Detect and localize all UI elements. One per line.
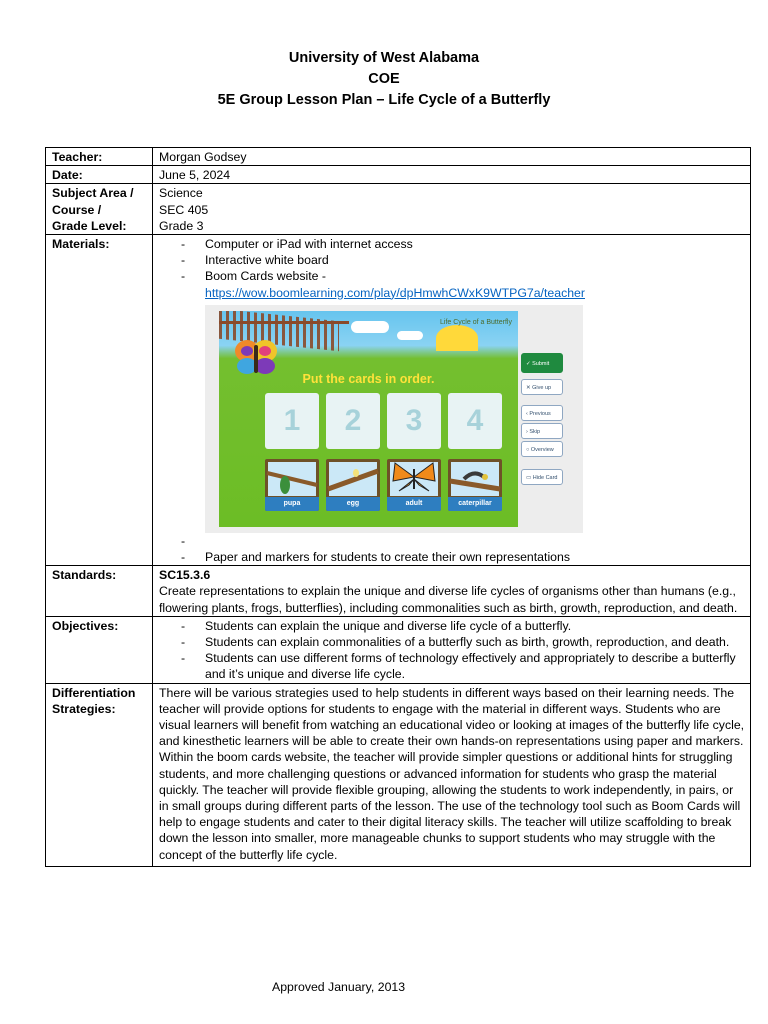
course-value: SEC 405 xyxy=(159,202,209,217)
date-row xyxy=(46,166,751,184)
egg-icon xyxy=(326,459,380,497)
game-title: Life Cycle of a Butterfly xyxy=(440,318,512,326)
materials-item: - Boom Cards website - xyxy=(159,268,746,284)
card-slot[interactable]: 3 xyxy=(387,393,441,449)
subject-value xyxy=(153,184,751,235)
give-up-button[interactable]: ✕ Give up xyxy=(521,379,563,395)
chrysalis-icon xyxy=(265,459,319,497)
overview-button-label: Overview xyxy=(530,446,554,453)
hide-card-button[interactable]: ▭ Hide Card xyxy=(521,469,563,485)
subject-label-line: Subject Area / xyxy=(52,186,134,201)
materials-empty-item xyxy=(159,533,746,549)
objectives-row xyxy=(46,616,751,683)
subject-label xyxy=(46,184,153,235)
differentiation-text: There will be various strategies used to help students in different ways based on their learning needs. The teacher will provide options for students to engage with the material in different ways. Students who are visual learners will benefit from watching an educational video or looking at images of the butterfly life cycle, and kinesthetic learners will be able to create their own hands-on representations using paper and markers. Within the boom cards website, the teacher will provide simpler questions or additional hints for struggling students, and more challenging questions or advanced information for students who grasp the material quickly. The teacher will provide flexible grouping, allowing the students to work independently, in pairs, or in small groups during different parts of the lesson. The use of the technology tool such as Boom Cards will help to engage students and cater to their digital literacy skills. The teacher will utilize scaffolding to break down the lesson into smaller, more manageable chunks to support students who may struggle with the concept of the butterfly life cycle. xyxy=(153,683,751,866)
card-caption: adult xyxy=(387,497,441,511)
objectives-value xyxy=(153,616,751,683)
subject-area-value: Science xyxy=(159,186,203,201)
objective-item: - Students can explain the unique and diverse life cycle of a butterfly. xyxy=(159,618,746,634)
teacher-row xyxy=(46,148,751,166)
grade-label-line: Grade Level: xyxy=(52,218,127,233)
submit-button[interactable]: ✓ Submit xyxy=(521,353,563,373)
materials-item: - Computer or iPad with internet access xyxy=(159,236,746,252)
materials-label: Materials: xyxy=(46,235,153,566)
materials-item: - Paper and markers for students to create their own representations xyxy=(159,549,746,565)
document-header xyxy=(0,48,768,111)
materials-row xyxy=(46,235,751,566)
standard-text: Create representations to explain the unique and diverse life cycles of organisms other than humans (e.g., flowering plants, frogs, butterflies), including commonalities such as birth, growth, reproduction, and death. xyxy=(159,584,738,615)
previous-button-label: Previous xyxy=(529,410,551,417)
card-caption: caterpillar xyxy=(448,497,502,511)
card-caption: pupa xyxy=(265,497,319,511)
subject-row xyxy=(46,184,751,235)
previous-button[interactable]: ‹ Previous xyxy=(521,405,563,421)
card-slot[interactable]: 1 xyxy=(265,393,319,449)
materials-item: - Interactive white board xyxy=(159,252,746,268)
teacher-label: Teacher: xyxy=(46,148,153,166)
course-label-line: Course / xyxy=(52,202,102,217)
lesson-plan-title: 5E Group Lesson Plan – Life Cycle of a Butterfly xyxy=(217,92,551,108)
life-cycle-card-caterpillar[interactable] xyxy=(448,459,502,511)
standards-label: Standards: xyxy=(46,566,153,617)
standard-code: SC15.3.6 xyxy=(159,568,211,583)
caterpillar-icon xyxy=(448,459,502,497)
overview-button[interactable]: ○ Overview xyxy=(521,441,563,457)
grade-level-value: Grade 3 xyxy=(159,218,204,233)
objective-item: - Students can explain commonalities of a butterfly such as birth, growth, reproduction, and death. xyxy=(159,634,746,650)
life-cycle-card-egg[interactable] xyxy=(326,459,380,511)
hide-card-button-label: Hide Card xyxy=(532,474,558,481)
skip-button-label: Skip xyxy=(529,428,541,435)
date-label: Date: xyxy=(46,166,153,184)
approval-footer: Approved January, 2013 xyxy=(272,980,406,994)
differentiation-label-line: Differentiation xyxy=(52,685,136,700)
materials-value xyxy=(153,235,751,566)
objectives-label: Objectives: xyxy=(46,616,153,683)
skip-button[interactable]: › Skip xyxy=(521,423,563,439)
boom-cards-screenshot xyxy=(205,305,583,533)
life-cycle-card-pupa[interactable] xyxy=(265,459,319,511)
college-name: COE xyxy=(368,71,400,87)
game-instruction: Put the cards in order. xyxy=(302,371,435,386)
objective-item: - Students can use different forms of technology effectively and appropriately to describe a butterfly and it’s unique and diverse life cycle. xyxy=(159,650,746,682)
standards-value xyxy=(153,566,751,617)
date-value: June 5, 2024 xyxy=(153,166,751,184)
give-up-button-label: Give up xyxy=(532,384,552,391)
submit-button-label: Submit xyxy=(532,360,550,367)
boom-cards-link[interactable]: https://wow.boomlearning.com/play/dpHmwhCWxK9WTPG7a/teacher xyxy=(205,285,585,300)
card-caption: egg xyxy=(326,497,380,511)
differentiation-row xyxy=(46,683,751,866)
strategies-label-line: Strategies: xyxy=(52,701,116,716)
game-board xyxy=(219,311,518,527)
card-slot[interactable]: 2 xyxy=(326,393,380,449)
university-name: University of West Alabama xyxy=(288,50,480,66)
life-cycle-card-adult[interactable] xyxy=(387,459,441,511)
teacher-value: Morgan Godsey xyxy=(153,148,751,166)
standards-row xyxy=(46,566,751,617)
differentiation-label xyxy=(46,683,153,866)
cloud xyxy=(397,331,423,340)
card-slot[interactable]: 4 xyxy=(448,393,502,449)
lesson-plan-table xyxy=(45,147,751,867)
butterfly-icon xyxy=(387,459,441,497)
cloud xyxy=(351,321,389,333)
